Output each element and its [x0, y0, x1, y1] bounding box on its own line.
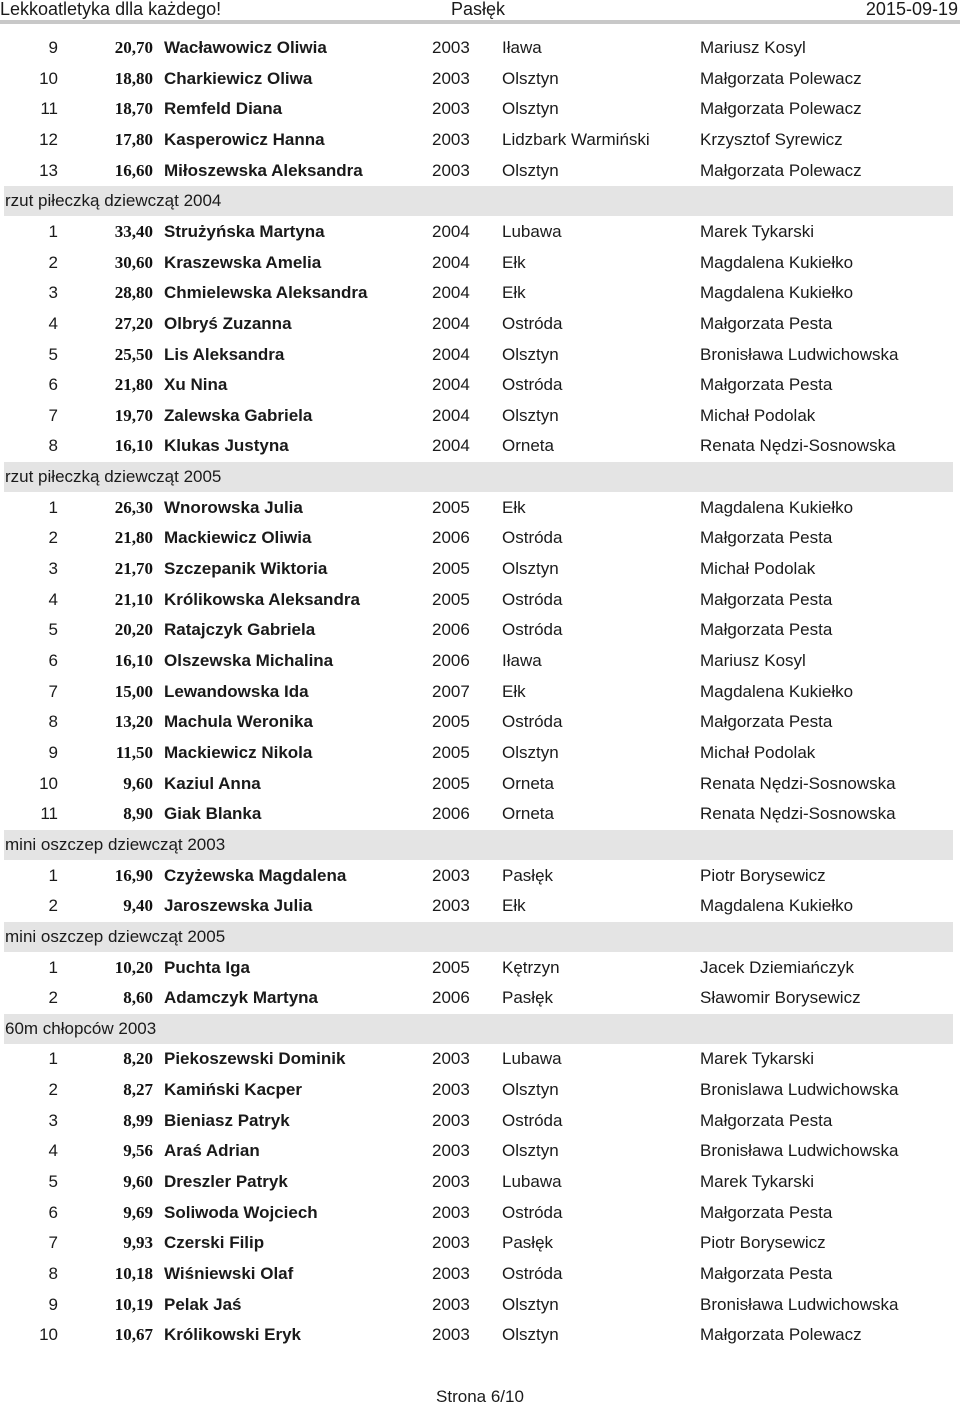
birth-year-cell: 2006 [432, 988, 470, 1008]
birth-year-cell: 2003 [432, 865, 470, 885]
result-row [0, 33, 960, 64]
club-city-cell: Olsztyn [502, 68, 559, 88]
place-cell: 2 [48, 988, 58, 1008]
club-city-cell: Orneta [502, 436, 554, 456]
athlete-name-cell: Czyżewska Magdalena [164, 865, 347, 885]
coach-cell: Małgorzata Pesta [700, 589, 833, 609]
athlete-name-cell: Kraszewska Amelia [164, 252, 322, 272]
result-cell: 16,10 [114, 651, 153, 670]
result-row [0, 309, 960, 340]
athlete-name-cell: Dreszler Patryk [164, 1172, 288, 1192]
coach-cell: Małgorzata Polewacz [700, 99, 862, 119]
result-cell: 20,20 [114, 620, 153, 640]
place-cell: 1 [48, 1049, 58, 1069]
place-cell: 9 [48, 742, 58, 762]
result-row [0, 94, 960, 125]
athlete-name-cell: Kamiński Kacper [164, 1080, 302, 1100]
result-cell: 20,70 [114, 38, 153, 57]
birth-year-cell: 2003 [432, 68, 470, 88]
place-cell: 4 [48, 313, 58, 333]
coach-cell: Małgorzata Pesta [700, 375, 833, 395]
club-city-cell: Ełk [502, 896, 526, 916]
athlete-name-cell: Kaziul Anna [164, 773, 261, 793]
club-city-cell: Ostróda [502, 313, 563, 333]
birth-year-cell: 2003 [432, 1172, 470, 1192]
section-title: rzut piłeczką dziewcząt 2004 [5, 191, 222, 211]
result-row [0, 1228, 960, 1259]
result-cell: 30,60 [114, 252, 153, 272]
birth-year-cell: 2003 [432, 1049, 470, 1069]
coach-cell: Małgorzata Polewacz [700, 1325, 862, 1345]
athlete-name-cell: Olszewska Michalina [164, 651, 334, 670]
result-cell: 9,40 [123, 896, 153, 916]
result-cell: 21,10 [114, 589, 153, 609]
result-cell: 8,90 [123, 804, 153, 824]
result-cell: 13,20 [114, 712, 153, 732]
athlete-name-cell: Kasperowicz Hanna [164, 129, 325, 149]
club-city-cell: Pasłęk [502, 865, 554, 885]
birth-year-cell: 2003 [432, 1110, 470, 1130]
place-cell: 2 [48, 252, 58, 272]
coach-cell: Małgorzata Polewacz [700, 160, 862, 180]
result-cell: 21,80 [114, 375, 153, 395]
athlete-name-cell: Pelak Jaś [164, 1294, 242, 1314]
coach-cell: Renata Nędzi-Sosnowska [700, 804, 896, 824]
result-row [0, 1106, 960, 1137]
result-row [0, 248, 960, 279]
place-cell: 5 [48, 620, 58, 640]
result-row [0, 1136, 960, 1167]
result-row [0, 799, 960, 830]
athlete-name-cell: Jaroszewska Julia [164, 896, 313, 916]
coach-cell: Małgorzata Pesta [700, 1264, 833, 1283]
result-row [0, 1044, 960, 1075]
result-cell: 19,70 [114, 405, 153, 425]
result-row [0, 401, 960, 432]
athlete-name-cell: Mackiewicz Oliwia [164, 528, 312, 548]
result-cell: 8,20 [123, 1049, 153, 1069]
place-cell: 13 [39, 160, 58, 180]
club-city-cell: Ełk [502, 252, 526, 272]
page-number: Strona 6/10 [436, 1387, 524, 1406]
result-cell: 9,93 [123, 1233, 153, 1253]
result-cell: 9,60 [123, 773, 153, 793]
athlete-name-cell: Wnorowska Julia [164, 497, 303, 517]
result-row [0, 431, 960, 462]
result-row [0, 677, 960, 708]
header-divider [0, 20, 960, 24]
athlete-name-cell: Strużyńska Martyna [164, 221, 325, 241]
club-city-cell: Olsztyn [502, 160, 559, 180]
athlete-name-cell: Machula Weronika [164, 712, 313, 732]
club-city-cell: Olsztyn [502, 344, 559, 364]
coach-cell: Michał Podolak [700, 559, 816, 579]
result-row [0, 1167, 960, 1198]
athlete-name-cell: Wiśniewski Olaf [164, 1264, 294, 1283]
coach-cell: Krzysztof Syrewicz [700, 129, 843, 149]
athlete-name-cell: Remfeld Diana [164, 99, 283, 119]
result-row [0, 953, 960, 984]
athlete-name-cell: Królikowski Eryk [164, 1325, 302, 1345]
result-cell: 9,56 [123, 1141, 153, 1161]
coach-cell: Małgorzata Pesta [700, 1110, 833, 1130]
place-cell: 12 [39, 129, 58, 149]
result-row [0, 1075, 960, 1106]
coach-cell: Magdalena Kukiełko [700, 252, 854, 272]
place-cell: 8 [48, 436, 58, 456]
club-city-cell: Ostróda [502, 712, 563, 732]
coach-cell: Michał Podolak [700, 742, 816, 762]
coach-cell: Bronisława Ludwichowska [700, 344, 899, 364]
athlete-name-cell: Xu Nina [164, 375, 228, 395]
coach-cell: Magdalena Kukiełko [700, 497, 854, 517]
club-city-cell: Lubawa [502, 1049, 562, 1069]
athlete-name-cell: Adamczyk Martyna [164, 988, 319, 1008]
result-cell: 21,80 [114, 528, 153, 548]
club-city-cell: Pasłęk [502, 1233, 554, 1253]
section-title: mini oszczep dziewcząt 2005 [5, 926, 226, 946]
birth-year-cell: 2003 [432, 1202, 470, 1222]
club-city-cell: Ełk [502, 283, 526, 303]
club-city-cell: Ostróda [502, 620, 563, 640]
coach-cell: Jacek Dziemiańczyk [700, 957, 854, 977]
athlete-name-cell: Królikowska Aleksandra [164, 589, 360, 609]
result-row [0, 1320, 960, 1351]
birth-year-cell: 2004 [432, 252, 470, 272]
place-cell: 10 [39, 1325, 58, 1345]
birth-year-cell: 2006 [432, 804, 470, 824]
result-row [0, 217, 960, 248]
coach-cell: Piotr Borysewicz [700, 1233, 826, 1253]
birth-year-cell: 2003 [432, 1294, 470, 1314]
result-cell: 9,60 [123, 1172, 153, 1192]
club-city-cell: Olsztyn [502, 1325, 559, 1345]
birth-year-cell: 2003 [432, 38, 470, 57]
place-cell: 11 [40, 804, 58, 824]
club-city-cell: Lidzbark Warmiński [502, 129, 650, 149]
birth-year-cell: 2007 [432, 681, 470, 701]
birth-year-cell: 2006 [432, 620, 470, 640]
result-cell: 21,70 [114, 559, 153, 579]
birth-year-cell: 2003 [432, 1233, 470, 1253]
result-cell: 25,50 [114, 344, 153, 364]
result-row [0, 1259, 960, 1290]
place-cell: 9 [48, 1294, 58, 1314]
coach-cell: Bronislawa Ludwichowska [700, 1080, 899, 1100]
result-row [0, 769, 960, 800]
result-cell: 9,69 [123, 1202, 153, 1222]
result-cell: 33,40 [114, 221, 153, 241]
result-cell: 8,27 [123, 1080, 153, 1100]
coach-cell: Małgorzata Pesta [700, 528, 833, 548]
athlete-name-cell: Araś Adrian [164, 1141, 260, 1161]
result-row [0, 1290, 960, 1321]
coach-cell: Małgorzata Polewacz [700, 68, 862, 88]
place-cell: 8 [48, 1264, 58, 1283]
page-header [0, 0, 960, 20]
athlete-name-cell: Chmielewska Aleksandra [164, 283, 368, 303]
birth-year-cell: 2003 [432, 129, 470, 149]
birth-year-cell: 2005 [432, 497, 470, 517]
place-cell: 3 [48, 283, 58, 303]
birth-year-cell: 2003 [432, 1264, 470, 1283]
club-city-cell: Ełk [502, 497, 526, 517]
coach-cell: Małgorzata Pesta [700, 620, 833, 640]
athlete-name-cell: Puchta Iga [164, 957, 250, 977]
athlete-name-cell: Szczepanik Wiktoria [164, 559, 328, 579]
club-city-cell: Lubawa [502, 221, 562, 241]
place-cell: 10 [39, 68, 58, 88]
place-cell: 1 [48, 221, 58, 241]
result-row [0, 646, 960, 677]
birth-year-cell: 2005 [432, 742, 470, 762]
place-cell: 2 [48, 528, 58, 548]
result-cell: 8,60 [123, 988, 153, 1008]
result-row [0, 1198, 960, 1229]
section-header [4, 462, 953, 492]
birth-year-cell: 2005 [432, 957, 470, 977]
result-row [0, 861, 960, 892]
result-cell: 15,00 [114, 681, 153, 701]
place-cell: 9 [48, 38, 58, 57]
birth-year-cell: 2003 [432, 896, 470, 916]
place-cell: 10 [39, 773, 58, 793]
club-city-cell: Olsztyn [502, 742, 559, 762]
result-cell: 8,99 [123, 1110, 153, 1130]
section-title: 60m chłopców 2003 [5, 1018, 157, 1038]
result-cell: 11,50 [115, 742, 153, 762]
athlete-name-cell: Miłoszewska Aleksandra [164, 160, 363, 180]
club-city-cell: Ostróda [502, 1110, 563, 1130]
coach-cell: Mariusz Kosyl [700, 651, 806, 670]
result-cell: 10,18 [114, 1264, 153, 1283]
result-row [0, 64, 960, 95]
athlete-name-cell: Giak Blanka [164, 804, 262, 824]
result-cell: 27,20 [114, 313, 153, 333]
coach-cell: Mariusz Kosyl [700, 38, 806, 57]
result-cell: 10,20 [114, 957, 153, 977]
result-row [0, 891, 960, 922]
club-city-cell: Ostróda [502, 1264, 563, 1283]
place-cell: 1 [48, 865, 58, 885]
club-city-cell: Orneta [502, 804, 554, 824]
club-city-cell: Iława [502, 651, 542, 670]
result-cell: 28,80 [114, 283, 153, 303]
result-cell: 10,67 [114, 1325, 153, 1345]
club-city-cell: Lubawa [502, 1172, 562, 1192]
coach-cell: Magdalena Kukiełko [700, 681, 854, 701]
coach-cell: Małgorzata Pesta [700, 1202, 833, 1222]
club-city-cell: Ełk [502, 681, 526, 701]
birth-year-cell: 2004 [432, 344, 470, 364]
birth-year-cell: 2003 [432, 1325, 470, 1345]
header-date: 2015-09-19 [865, 0, 958, 19]
coach-cell: Marek Tykarski [700, 221, 814, 241]
club-city-cell: Olsztyn [502, 1294, 559, 1314]
place-cell: 3 [48, 559, 58, 579]
section-title: rzut piłeczką dziewcząt 2005 [5, 467, 222, 487]
result-cell: 18,80 [114, 68, 153, 88]
birth-year-cell: 2005 [432, 559, 470, 579]
result-row [0, 523, 960, 554]
place-cell: 1 [48, 957, 58, 977]
coach-cell: Małgorzata Pesta [700, 313, 833, 333]
athlete-name-cell: Soliwoda Wojciech [164, 1202, 318, 1222]
club-city-cell: Olsztyn [502, 559, 559, 579]
club-city-cell: Iława [502, 38, 542, 57]
athlete-name-cell: Piekoszewski Dominik [164, 1049, 346, 1069]
birth-year-cell: 2003 [432, 1080, 470, 1100]
section-title: mini oszczep dziewcząt 2003 [5, 834, 226, 854]
coach-cell: Michał Podolak [700, 405, 816, 425]
coach-cell: Sławomir Borysewicz [700, 988, 861, 1008]
birth-year-cell: 2004 [432, 313, 470, 333]
birth-year-cell: 2005 [432, 712, 470, 732]
birth-year-cell: 2003 [432, 1141, 470, 1161]
place-cell: 4 [48, 589, 58, 609]
place-cell: 2 [48, 896, 58, 916]
club-city-cell: Ostróda [502, 528, 563, 548]
coach-cell: Bronisława Ludwichowska [700, 1141, 899, 1161]
result-row [0, 738, 960, 769]
result-row [0, 340, 960, 371]
place-cell: 5 [48, 344, 58, 364]
result-row [0, 370, 960, 401]
place-cell: 7 [48, 681, 58, 701]
header-location: Pasłęk [451, 0, 506, 19]
birth-year-cell: 2006 [432, 651, 470, 670]
place-cell: 5 [48, 1172, 58, 1192]
birth-year-cell: 2006 [432, 528, 470, 548]
place-cell: 6 [48, 1202, 58, 1222]
birth-year-cell: 2004 [432, 375, 470, 395]
club-city-cell: Olsztyn [502, 1080, 559, 1100]
result-cell: 17,80 [114, 129, 153, 149]
result-row [0, 615, 960, 646]
section-header [4, 1014, 953, 1044]
place-cell: 7 [48, 1233, 58, 1253]
coach-cell: Małgorzata Pesta [700, 712, 833, 732]
result-row [0, 554, 960, 585]
place-cell: 7 [48, 405, 58, 425]
result-cell: 16,90 [114, 865, 153, 885]
birth-year-cell: 2004 [432, 405, 470, 425]
result-row [0, 585, 960, 616]
place-cell: 11 [40, 99, 58, 119]
result-row [0, 983, 960, 1014]
section-header [4, 922, 953, 952]
coach-cell: Magdalena Kukiełko [700, 896, 854, 916]
club-city-cell: Ostróda [502, 375, 563, 395]
club-city-cell: Olsztyn [502, 405, 559, 425]
place-cell: 3 [48, 1110, 58, 1130]
birth-year-cell: 2005 [432, 773, 470, 793]
result-cell: 16,60 [114, 160, 153, 180]
club-city-cell: Kętrzyn [502, 957, 560, 977]
place-cell: 4 [48, 1141, 58, 1161]
club-city-cell: Olsztyn [502, 1141, 559, 1161]
birth-year-cell: 2004 [432, 436, 470, 456]
result-row [0, 156, 960, 187]
athlete-name-cell: Klukas Justyna [164, 436, 289, 456]
birth-year-cell: 2004 [432, 283, 470, 303]
section-header [4, 186, 953, 216]
athlete-name-cell: Czerski Filip [164, 1233, 265, 1253]
club-city-cell: Pasłęk [502, 988, 554, 1008]
coach-cell: Magdalena Kukiełko [700, 283, 854, 303]
athlete-name-cell: Charkiewicz Oliwa [164, 68, 313, 88]
coach-cell: Bronisława Ludwichowska [700, 1294, 899, 1314]
birth-year-cell: 2004 [432, 221, 470, 241]
coach-cell: Marek Tykarski [700, 1172, 814, 1192]
result-cell: 10,19 [114, 1294, 153, 1314]
result-row [0, 125, 960, 156]
athlete-name-cell: Mackiewicz Nikola [164, 742, 313, 762]
coach-cell: Renata Nędzi-Sosnowska [700, 773, 896, 793]
athlete-name-cell: Lis Aleksandra [164, 344, 285, 364]
birth-year-cell: 2005 [432, 589, 470, 609]
coach-cell: Marek Tykarski [700, 1049, 814, 1069]
athlete-name-cell: Olbryś Zuzanna [164, 313, 292, 333]
coach-cell: Piotr Borysewicz [700, 865, 826, 885]
coach-cell: Renata Nędzi-Sosnowska [700, 436, 896, 456]
result-row [0, 707, 960, 738]
place-cell: 8 [48, 712, 58, 732]
athlete-name-cell: Wacławowicz Oliwia [164, 38, 327, 57]
athlete-name-cell: Ratajczyk Gabriela [164, 620, 316, 640]
section-header [4, 830, 953, 860]
place-cell: 1 [48, 497, 58, 517]
result-cell: 18,70 [114, 99, 153, 119]
place-cell: 2 [48, 1080, 58, 1100]
result-cell: 26,30 [114, 497, 153, 517]
result-cell: 16,10 [114, 436, 153, 456]
result-row [0, 278, 960, 309]
club-city-cell: Olsztyn [502, 99, 559, 119]
club-city-cell: Ostróda [502, 589, 563, 609]
place-cell: 6 [48, 375, 58, 395]
club-city-cell: Orneta [502, 773, 554, 793]
place-cell: 6 [48, 651, 58, 670]
athlete-name-cell: Lewandowska Ida [164, 681, 309, 701]
birth-year-cell: 2003 [432, 99, 470, 119]
club-city-cell: Ostróda [502, 1202, 563, 1222]
birth-year-cell: 2003 [432, 160, 470, 180]
athlete-name-cell: Zalewska Gabriela [164, 405, 313, 425]
athlete-name-cell: Bieniasz Patryk [164, 1110, 290, 1130]
header-title: Lekkoatletyka dlla każdego! [0, 0, 222, 19]
result-row [0, 493, 960, 524]
